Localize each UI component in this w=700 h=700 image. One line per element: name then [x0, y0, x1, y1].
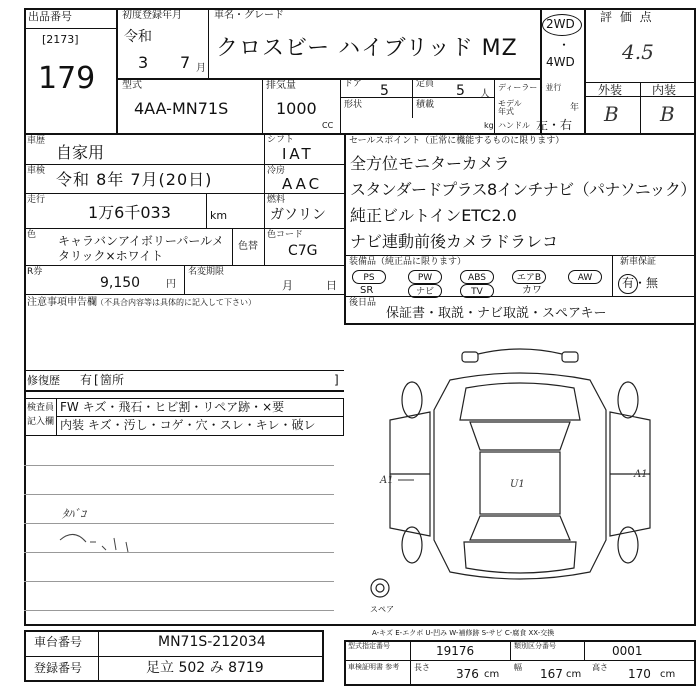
height-label: 高さ: [592, 663, 608, 672]
divider: [344, 133, 346, 323]
length-label: 長さ: [414, 663, 430, 672]
model-label: 型式: [122, 80, 142, 91]
note-rule: [24, 494, 334, 495]
equip-pw: PW: [408, 270, 442, 284]
recycle-label: R券: [27, 267, 43, 277]
model-year-unit: 年: [570, 103, 580, 113]
name-change-label: 名変期限: [188, 267, 225, 277]
divider: [344, 323, 696, 325]
car-name: クロスビー ハイブリッド MZ: [216, 36, 518, 61]
drive-4wd: 4WD: [546, 55, 575, 69]
spare-label: スペア: [370, 605, 394, 614]
sales-point-4: ナビ連動前後カメラドラレコ: [350, 232, 559, 251]
height: 170: [628, 667, 651, 681]
ext-check-line: FW キズ・飛石・ヒビ割・リペア跡・×要: [60, 400, 285, 414]
width-unit: cm: [566, 669, 582, 680]
reg-label: 初度登録年月: [122, 10, 182, 21]
ac: AAC: [282, 175, 323, 193]
divider: [24, 228, 344, 229]
recycle-unit: 円: [166, 279, 176, 290]
damage-mark-left: A1: [380, 475, 394, 486]
capacity-label: 定員: [416, 79, 435, 89]
month-unit: 月: [196, 63, 206, 74]
model: 4AA-MN71S: [134, 99, 229, 118]
era: 令和: [124, 29, 152, 45]
color-change-label: 色替: [238, 241, 258, 252]
note-rule: [24, 581, 334, 582]
mileage-label: 走行: [27, 195, 46, 205]
chassis-label: 車台番号: [34, 635, 83, 649]
width-label: 幅: [514, 663, 522, 672]
load-label: 積載: [416, 100, 435, 110]
divider: [24, 164, 344, 165]
int-grade: B: [660, 102, 675, 126]
handle-label: ハンドル: [498, 121, 530, 130]
reg-year: 3: [138, 53, 149, 72]
lot-label: 出品番号: [28, 10, 72, 23]
plate: 足立 502 み 8719: [146, 660, 264, 676]
divider: [24, 294, 344, 295]
note-rule: [24, 610, 334, 611]
fuel-label: 燃料: [267, 195, 286, 205]
accessories-label: 後日品: [349, 298, 377, 308]
name-label: 車名・グレード: [214, 10, 284, 21]
repair-label: 修復歴: [27, 374, 60, 387]
type-num: 19176: [436, 644, 475, 658]
divider: [206, 193, 207, 228]
divider: [412, 78, 413, 118]
divider: [494, 78, 495, 133]
equip-leather: カワ: [522, 285, 542, 296]
equip-airbag: エアB: [512, 270, 546, 284]
divider: [24, 370, 344, 371]
chassis: MN71S-212034: [158, 634, 266, 650]
lot-code: [2173]: [42, 33, 79, 46]
damage-legend: A-キズ E-エクボ U-凹み W-補修跡 S-サビ C-腐食 XX-交換: [372, 629, 555, 637]
doors: 5: [380, 83, 389, 99]
load-unit: kg: [484, 121, 494, 130]
equip-abs: ABS: [460, 270, 494, 284]
name-change-month: 月: [282, 279, 293, 292]
divider: [584, 640, 585, 660]
equip-navi: ナビ: [408, 284, 442, 298]
damage-mark-right: A1: [634, 469, 648, 480]
divider: [116, 78, 540, 80]
class-num-label: 類別区分番号: [514, 642, 556, 650]
divider: [264, 133, 265, 265]
disp: 1000: [276, 99, 317, 118]
sales-point-1: 全方位モニターカメラ: [350, 154, 510, 173]
length-unit: cm: [484, 669, 500, 680]
ac-label: 冷房: [267, 166, 286, 176]
doors-label: ドア: [344, 79, 362, 89]
divider: [340, 97, 494, 98]
inspector-label: 検査員: [27, 403, 55, 413]
divider: [184, 265, 185, 294]
divider: [24, 28, 116, 29]
dealer-label: ディーラー・並行: [498, 83, 562, 92]
mileage-unit: km: [210, 209, 228, 222]
repair-unit: 箇所: [100, 373, 125, 387]
repair-open-bracket: [: [94, 373, 99, 387]
color-code-label: 色コード: [267, 230, 304, 240]
divider: [510, 640, 511, 660]
type-num-label: 型式指定番号: [348, 642, 390, 650]
divider: [56, 398, 57, 436]
caution-note: （不具合内容等は具体的に記入して下さい）: [96, 298, 256, 307]
equip-aw: AW: [568, 270, 602, 284]
caution-label: 注意事項申告欄: [27, 297, 97, 308]
handwritten-scribble: [56, 520, 136, 560]
divider: [24, 390, 344, 392]
accessories: 保証書・取説・ナビ取説・スペアキー: [386, 306, 607, 321]
shift: IAT: [282, 145, 314, 163]
sales-points-label: セールスポイント（正常に機能するものに限ります）: [349, 136, 565, 146]
divider: [640, 82, 641, 133]
equip-ps: PS: [352, 270, 386, 284]
capacity-unit: 人: [480, 89, 490, 100]
color: キャラバンアイボリーパールメタリック×ホワイト: [58, 234, 224, 263]
new-warranty-circle: [618, 274, 638, 294]
grade-label: 評 価 点: [600, 10, 654, 24]
width: 167: [540, 667, 563, 681]
divider: [344, 296, 696, 297]
color-label: 色: [27, 230, 37, 240]
lot-number: 179: [38, 61, 96, 96]
divider: [116, 8, 118, 133]
length: 376: [456, 667, 479, 681]
cert-label: 車検証明書 参考: [348, 663, 400, 671]
drive-dot: ・: [558, 38, 571, 52]
shaken: 令和 8年 7月(20日): [56, 170, 213, 189]
divider: [24, 193, 344, 194]
divider: [612, 255, 613, 296]
repair-close-bracket: ]: [334, 373, 339, 387]
fuel: ガソリン: [270, 207, 326, 223]
sales-point-3: 純正ビルトインETC2.0: [350, 206, 517, 225]
usage: 自家用: [56, 143, 105, 162]
divider: [344, 255, 696, 256]
divider: [98, 630, 99, 682]
divider: [340, 78, 341, 133]
usage-label: 車歴: [27, 136, 46, 146]
disp-label: 排気量: [266, 80, 296, 91]
shape-label: 形状: [344, 100, 363, 110]
equip-sr: SR: [360, 285, 374, 296]
recycle-value: 9,150: [100, 275, 141, 291]
divider: [208, 8, 209, 78]
divider: [344, 660, 696, 661]
class-num: 0001: [612, 644, 643, 658]
ext-label: 外装: [598, 83, 623, 97]
new-warranty-value: 有・無: [622, 276, 659, 290]
repair-value: 有: [80, 373, 93, 387]
grade-value: 4.5: [622, 40, 654, 64]
equip-tv: TV: [460, 284, 494, 298]
handwritten-note: ﾀﾊﾞｺ: [62, 507, 87, 521]
height-unit: cm: [660, 669, 676, 680]
damage-mark-center: U1: [510, 479, 525, 490]
model-year-label: モデル 年式: [498, 99, 522, 116]
remarks-label: 記入欄: [27, 417, 55, 427]
name-change-day: 日: [326, 279, 337, 292]
int-label: 内装: [652, 83, 677, 97]
divider: [56, 416, 344, 417]
disp-unit: CC: [322, 121, 334, 130]
color-code: C7G: [288, 243, 318, 259]
plate-label: 登録番号: [34, 661, 83, 675]
divider: [24, 656, 324, 657]
divider: [24, 133, 696, 135]
shift-label: シフト: [267, 135, 295, 145]
reg-month: 7: [180, 53, 191, 72]
divider: [410, 640, 411, 686]
int-check-line: 内装 キズ・汚し・コゲ・穴・スレ・キレ・破レ: [60, 418, 316, 432]
divider: [262, 78, 263, 133]
sales-point-2: スタンダードプラス8インチナビ（パナソニック）: [350, 180, 696, 199]
equipment-label: 装備品（純正品に限ります）: [349, 257, 467, 267]
handle-value: 左・右: [536, 118, 573, 132]
note-rule: [24, 465, 334, 466]
ext-grade: B: [604, 102, 619, 126]
capacity: 5: [456, 83, 465, 99]
damage-leader-lines: [380, 460, 670, 500]
new-warranty-label: 新車保証: [620, 257, 657, 267]
divider: [584, 8, 586, 133]
shaken-label: 車検: [27, 166, 46, 176]
mileage: 1万6千033: [88, 203, 171, 222]
drive-2wd: 2WD: [546, 17, 575, 31]
